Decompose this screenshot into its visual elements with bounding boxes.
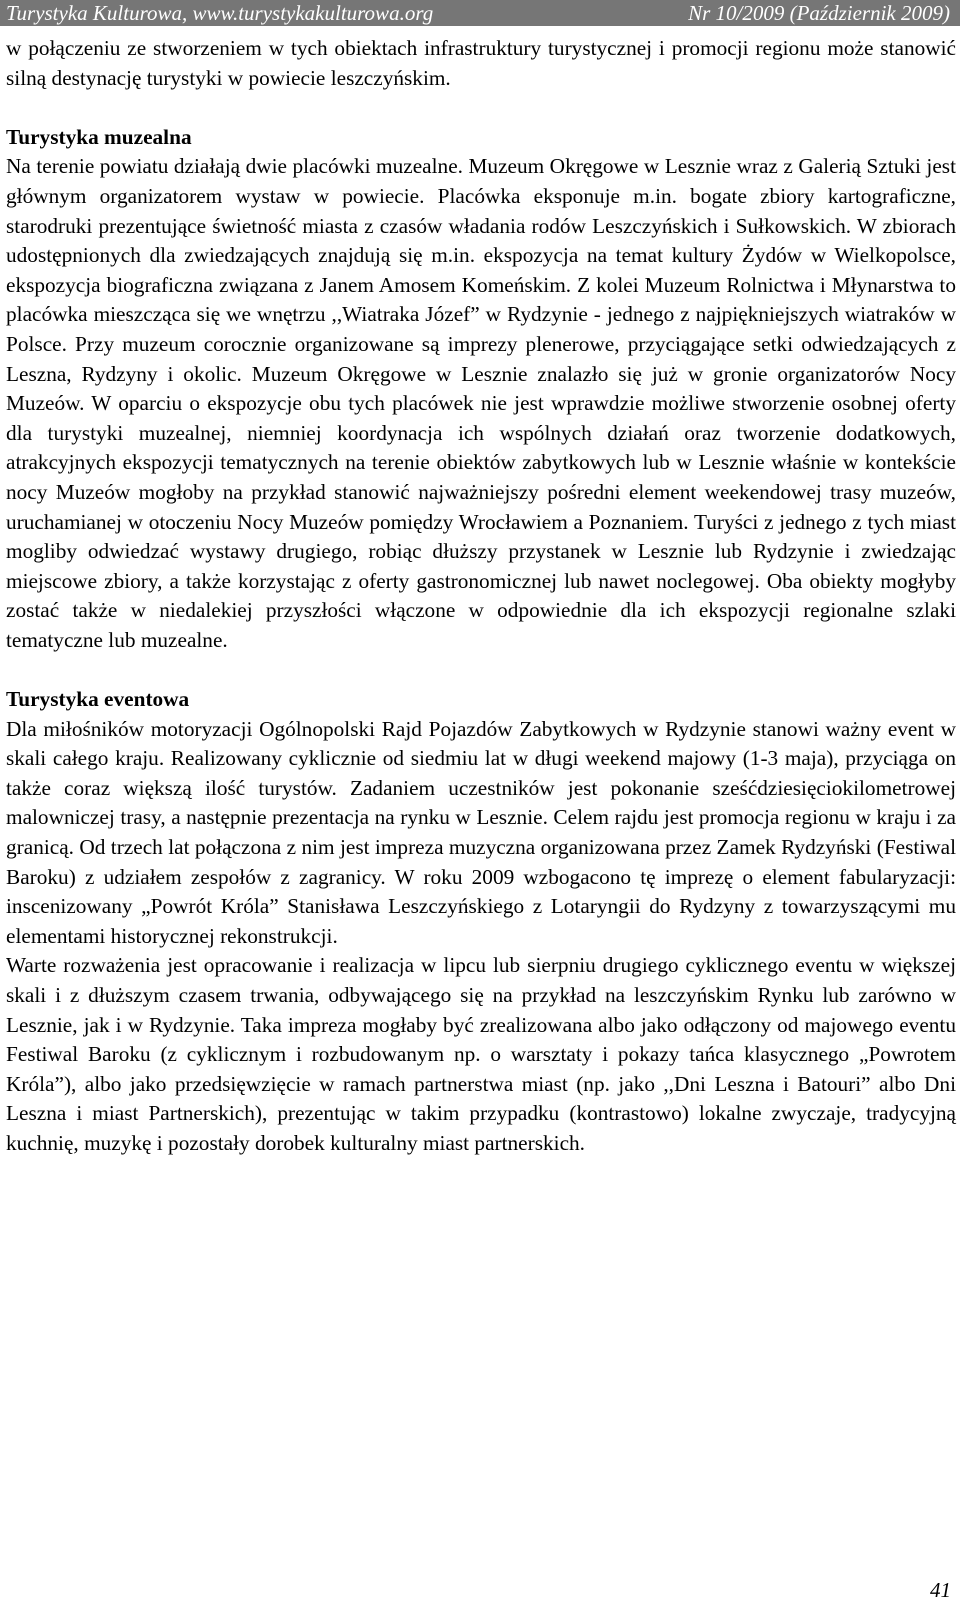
museum-paragraph: Na terenie powiatu działają dwie placówki muzealne. Muzeum Okręgowe w Lesznie wraz z Galerią Sztuki jest głównym organizatorem wystaw w powiecie. Placówka eksponuje m.in. bogate zbiory kartograficzne, starodruki prezentujące świetność miasta z czasów władania rodów Leszczyńskich i Sułkowskich. W zbiorach udostępnionych dla zwiedzających znajdują się m.in. ekspozycja na temat kultury Żydów w Wielkopolsce, ekspozycja biograficzna związana z Janem Amosem Komeńskim. Z kolei Muzeum Rolnictwa i Młynarstwa to placówka mieszcząca się we wnętrzu ,,Wiatraka Józef” w Rydzynie - jednego z najpiękniejszych wiatraków w Polsce. Przy muzeum corocznie organizowane są imprezy plenerowe, przyciągające setki odwiedzających z Leszna, Rydzyny i okolic. Muzeum Okręgowe w Lesznie znalazło się już w gronie organizatorów Nocy Muzeów. W oparciu o ekspozycje obu tych placówek nie jest wprawdzie możliwe stworzenie osobnej oferty dla turystyki muzealnej, niemniej koordynacja ich wspólnych działań oraz tworzenie dodatkowych, atrakcyjnych ekspozycji tematycznych na terenie obiektów zabytkowych lub w Lesznie właśnie w kontekście nocy Muzeów mogłoby na przykład stanowić najważniejszy pośredni element weekendowej trasy muzeów, uruchamianej w otoczeniu Nocy Muzeów pomiędzy Wrocławiem a Poznaniem. Turyści z jednego z tych miast mogliby odwiedzać wystawy drugiego, robiąc dłuższy przystanek w Lesznie lub Rydzynie i zwiedzając miejscowe zbiory, a także korzystając z oferty gastronomicznej lub nawet noclegowej. Oba obiekty mogłyby zostać także w niedalekiej przyszłości włączone w odpowiednie dla ich ekspozycji regionalne szlaki tematyczne lub muzealne. [6,154,956,652]
event-paragraph-1: Dla miłośników motoryzacji Ogólnopolski Rajd Pojazdów Zabytkowych w Rydzynie stanowi ważny event w skali całego kraju. Realizowany cyklicznie od siedmiu lat w długi weekend majowy (1-3 maja), przyciąga on także coraz większą ilość turystów. Zadaniem uczestników jest pokonanie sześćdziesięciokilometrowej malowniczej trasy, a następnie prezentacja na rynku w Lesznie. Celem rajdu jest promocja regionu w kraju i za granicą. Od trzech lat połączona z nim jest impreza muzyczna organizowana przez Zamek Rydzyński (Festiwal Baroku) z udziałem zespołów z zagranicy. W roku 2009 wzbogacono tę imprezę o element fabularyzacji: inscenizowany „Powrót Króla” Stanisława Leszczyńskiego z Lotaryngii do Rydzyny z towarzyszącymi mu elementami historycznej rekonstrukcji. [6,716,956,948]
spacer [6,655,956,685]
section-heading-event: Turystyka eventowa [6,687,190,712]
section-heading-museum: Turystyka muzealna [6,124,192,149]
header-issue-info: Nr 10/2009 (Październik 2009) [688,1,950,25]
page-header [0,0,960,26]
header-journal-title: Turystyka Kulturowa, www.turystykakulturowa.org [6,1,434,25]
event-paragraph-2: Warte rozważenia jest opracowanie i realizacja w lipcu lub sierpniu drugiego cyklicznego eventu w większej skali i z dłuższym czasem trwania, odbywającego się na przykład na leszczyńskim Rynku lub zarówno w Lesznie, jak i w Rydzynie. Taka impreza mogłaby być zrealizowana albo jako odłączony od majowego eventu Festiwal Baroku (z cyklicznym i rozbudowanym np. o warsztaty i pokazy tańca klasycznego „Powrotem Króla”), albo jako przedsięwzięcie w ramach partnerstwa miast (np. jako ,,Dni Leszna i Batouri” albo Dni Leszna i miast Partnerskich), prezentując w takim przypadku (kontrastowo) lokalne zwyczaje, tradycyjną kuchnię, muzykę i pozostały dorobek kulturalny miast partnerskich. [6,953,956,1155]
article-body [6,34,956,1159]
intro-paragraph: w połączeniu ze stworzeniem w tych obiektach infrastruktury turystycznej i promocji regionu może stanowić silną destynację turystyki w powiecie leszczyńskim. [6,36,956,90]
page-number: 41 [930,1578,951,1602]
spacer [6,93,956,123]
